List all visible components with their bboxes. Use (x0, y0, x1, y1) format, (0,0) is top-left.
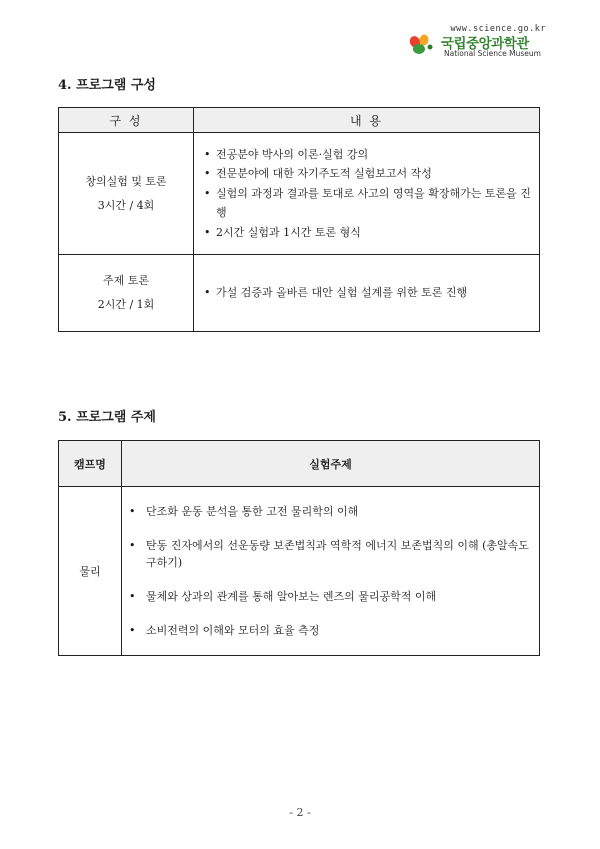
topics-list (122, 503, 539, 639)
table-row (59, 487, 540, 656)
composition-time: 2시간 / 1회 (97, 298, 155, 311)
logo-url: www.science.go.kr (450, 24, 546, 34)
list-item: • 전공분야 박사의 이론·실험 강의 (204, 145, 533, 165)
table-header-row (59, 441, 540, 487)
logo-korean-name: 국립중앙과학관 (441, 36, 529, 52)
table-header-row (59, 108, 540, 133)
section-5-title: 5. 프로그램 주제 (58, 410, 156, 425)
composition-name: 창의실험 및 토론 (85, 174, 167, 188)
content-list (194, 283, 539, 303)
program-composition-table (58, 107, 540, 332)
header-camp-name: 캠프명 (59, 441, 122, 487)
composition-cell (59, 133, 194, 255)
composition-name: 주제 토론 (102, 274, 149, 287)
section-4-title: 4. 프로그램 구성 (58, 78, 156, 93)
header-content: 내 용 (194, 108, 540, 133)
composition-time: 3시간 / 4회 (97, 198, 155, 212)
header-composition: 구 성 (59, 108, 194, 133)
content-cell (194, 255, 540, 332)
list-item: • 탄동 진자에서의 선운동량 보존법칙과 역학적 에너지 보존법칙의 이해 (총알속도 구하기) (128, 537, 531, 571)
topics-cell (122, 487, 540, 656)
table-row (59, 133, 540, 255)
header-experiment-topic: 실험주제 (122, 441, 540, 487)
list-item: • 소비전력의 이해와 모터의 효율 측정 (128, 622, 531, 639)
page-number: - 2 - (289, 806, 311, 819)
list-item: • 전문분야에 대한 자기주도적 실험보고서 작성 (204, 164, 533, 184)
list-item: • 단조화 운동 분석을 통한 고전 물리학의 이해 (128, 503, 531, 520)
list-item: • 실험의 과정과 결과를 토대로 사고의 영역을 확장해가는 토론을 진행 (204, 184, 533, 223)
content-cell (194, 133, 540, 255)
list-item: • 물체와 상과의 관계를 통해 알아보는 렌즈의 물리공학적 이해 (128, 588, 531, 605)
table-row (59, 255, 540, 332)
program-topics-table (58, 440, 540, 656)
content-list (194, 145, 539, 243)
list-item: • 2시간 실험과 1시간 토론 형식 (204, 223, 533, 243)
logo-mark-icon (408, 33, 438, 57)
museum-logo[interactable] (408, 24, 546, 60)
composition-cell (59, 255, 194, 332)
logo-english-name: National Science Museum (444, 49, 541, 58)
camp-field-cell: 물리 (59, 487, 122, 656)
list-item: • 가설 검증과 올바른 대안 실험 설계를 위한 토론 진행 (204, 283, 533, 303)
